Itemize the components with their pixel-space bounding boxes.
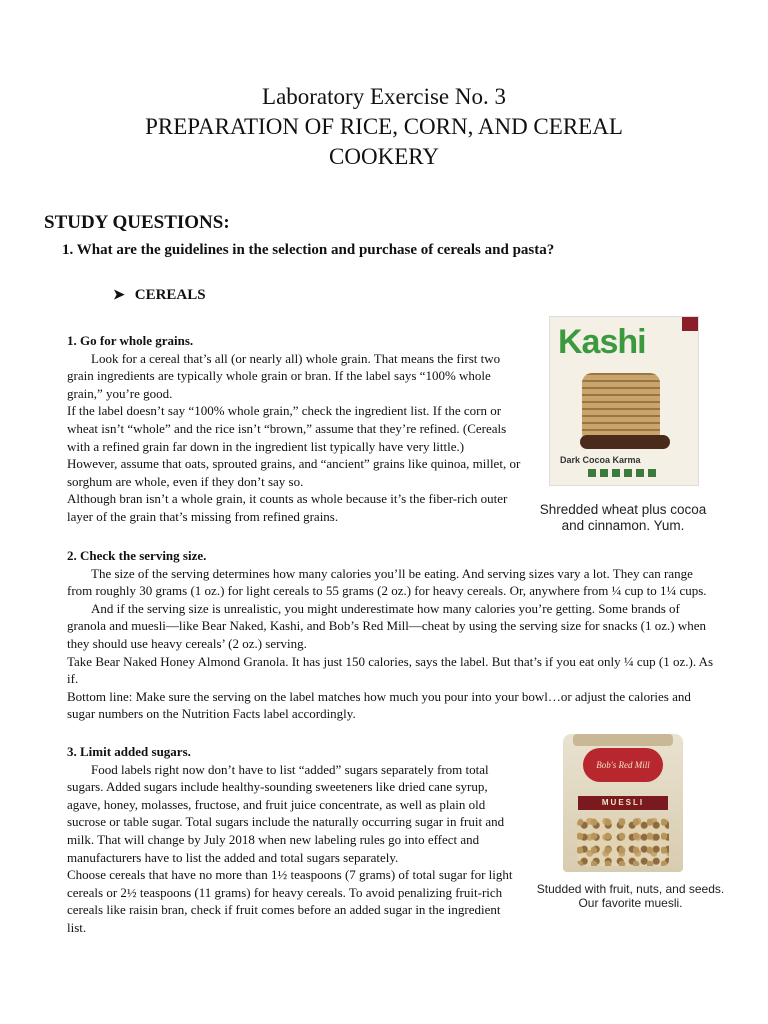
cereals-heading (113, 287, 206, 304)
section-added-sugars (67, 743, 522, 937)
kashi-figure (533, 316, 713, 551)
paragraph: Choose cereals that have no more than 1½ teaspoons (7 grams) of total sugar for light cereals or 2½ teaspoons (11 grams) for heavy cereals. To avoid penalizing fruit-rich cereals like raisin bran, check if fruit comes before an added sugar in the ingredient list. (67, 867, 513, 935)
certification-icons (588, 469, 658, 477)
kashi-product-name: Dark Cocoa Karma (560, 455, 641, 465)
lab-subtitle-line1: PREPARATION OF RICE, CORN, AND CEREAL (145, 114, 623, 139)
lab-subtitle-line2: COOKERY (329, 144, 439, 169)
bag-top-seal (573, 734, 673, 746)
box-corner-tag (682, 317, 698, 331)
muesli-window-image (577, 818, 669, 866)
kashi-cereal-box-image (549, 316, 699, 486)
section-heading: 1. Go for whole grains. (67, 333, 194, 348)
kashi-logo: Kashi (558, 323, 646, 361)
section-whole-grains (67, 332, 522, 526)
section-heading: 2. Check the serving size. (67, 548, 207, 563)
kashi-caption: Shredded wheat plus cocoa and cinnamon. Yum. (539, 502, 707, 533)
paragraph: Although bran isn’t a whole grain, it counts as whole because it’s the fiber-rich outer layer of the grain that’s missing from refined grains. (67, 491, 508, 524)
paragraph: Bottom line: Make sure the serving on the label matches how much you pour into your bowl…or adjust the calories and sugar numbers on the Nutrition Facts label accordingly. (67, 688, 691, 722)
study-questions-heading: STUDY QUESTIONS: (44, 212, 230, 233)
cereals-heading-text: CEREALS (134, 287, 206, 303)
chocolate-pieces-image (580, 435, 670, 449)
paragraph: If the label doesn’t say “100% whole grain,” check the ingredient list. If the corn or wheat isn’t “whole” and the rice isn’t “brown,” assume that they’re refined. (Cereals with a refined grain far down in the ingredient list typically have very little.) (67, 403, 507, 454)
muesli-label-band: MUESLI (578, 796, 668, 810)
paragraph: Food labels right now don’t have to list “added” sugars separately from total sugars. Added sugars include healthy-sounding sweeteners like dried cane syrup, agave, honey, molasses, fructose, and fruit juice concentrate, as well as plain old sucrose or table sugar. Total sugars include the naturally occurring sugar in fruit and milk. That will change by July 2018 when new labeling rules go into effect and manufacturers have to list the added and total sugars separately. (67, 761, 505, 865)
arrow-bullet-icon: ➤ (113, 288, 125, 303)
wheat-stack-image (582, 373, 660, 443)
paragraph: And if the serving size is unrealistic, you might underestimate how many calories you’re getting. Some brands of granola and muesli—like Bear Naked, Kashi, and Bob’s Red Mill—cheat by using the serving size for snacks (1 oz.) when they should use heavy cereals’ (2 oz.) serving. (67, 600, 707, 651)
lab-title: Laboratory Exercise No. 3 (262, 84, 506, 109)
muesli-figure (533, 734, 728, 934)
paragraph: Take Bear Naked Honey Almond Granola. It has just 150 calories, says the label. But that’s if you eat only ¼ cup (1 oz.). As if. (67, 653, 714, 687)
bobs-red-mill-logo: Bob's Red Mill (583, 748, 663, 782)
question-1: 1. What are the guidelines in the selection and purchase of cereals and pasta? (62, 242, 555, 258)
muesli-caption: Studded with fruit, nuts, and seeds. Our favorite muesli. (536, 882, 725, 910)
paragraph: The size of the serving determines how many calories you’ll be eating. And serving sizes vary a lot. They can range from roughly 30 grams (1 oz.) for light cereals to 55 grams (2 oz.) for heavy cereals. Or, anywhere from ¼ cup to 1¼ cups. (67, 565, 707, 599)
paragraph: Look for a cereal that’s all (or nearly all) whole grain. That means the first two grain ingredients are typically whole grain or bran. If the label says “100% whole grain,” you’re good. (67, 350, 501, 401)
section-heading: 3. Limit added sugars. (67, 744, 191, 759)
section-serving-size (67, 547, 717, 723)
title-block (0, 82, 768, 172)
paragraph: However, assume that oats, sprouted grains, and “ancient” grains like quinoa, millet, or sorghum are whole, even if they don’t say so. (67, 456, 521, 489)
